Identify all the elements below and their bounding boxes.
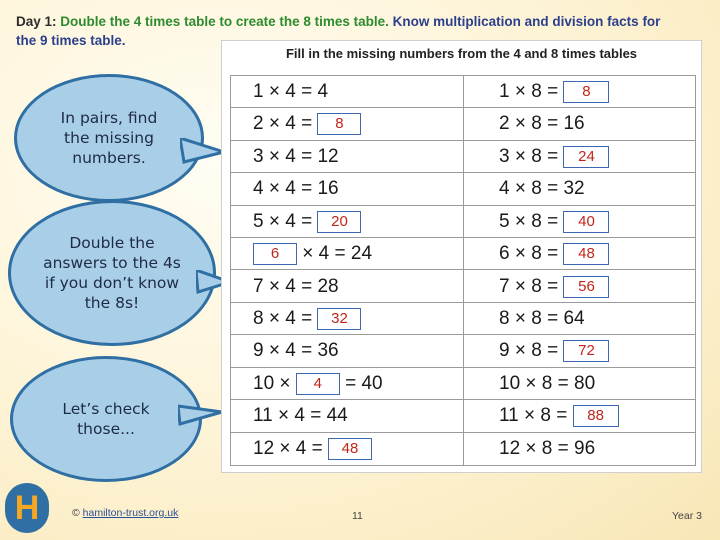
fact-8-times: [499, 243, 609, 265]
panel-title: Fill in the missing numbers from the 4 and 8 times tables: [285, 46, 638, 61]
fact-4-times: [253, 308, 361, 330]
table-row: [231, 400, 695, 432]
missing-number-box[interactable]: 88: [573, 405, 619, 427]
fact-text-start: 9 × 4 = 36: [253, 340, 339, 362]
fact-4-times: [253, 211, 361, 233]
fact-text-start: 3 × 4 = 12: [253, 145, 339, 167]
missing-number-box[interactable]: 48: [563, 243, 609, 265]
fact-text-start: 7 × 8 =: [499, 275, 564, 297]
fact-8-times: [499, 113, 585, 135]
fact-text-end: × 4 = 24: [297, 243, 373, 265]
fact-text-start: 10 ×: [253, 372, 296, 394]
fact-text-start: 2 × 8 = 16: [499, 113, 585, 135]
missing-number-box[interactable]: 56: [563, 276, 609, 298]
table-row: [231, 108, 695, 140]
fact-4-times: [253, 113, 361, 135]
fact-text-start: 10 × 8 = 80: [499, 372, 596, 394]
fact-text-start: 6 × 8 =: [499, 243, 564, 265]
missing-number-box[interactable]: 4: [296, 373, 340, 395]
missing-number-box[interactable]: 20: [317, 211, 361, 233]
table-row: [231, 238, 695, 270]
fact-text-start: 8 × 8 = 64: [499, 307, 585, 329]
table-row: [231, 303, 695, 335]
heading-day: Day 1:: [16, 14, 57, 29]
fact-text-start: 9 × 8 =: [499, 340, 564, 362]
footer-copyright: [72, 507, 178, 519]
fact-text-start: 8 × 4 =: [253, 307, 318, 329]
table-row: [231, 76, 695, 108]
table-row: [231, 433, 695, 465]
hamilton-logo: [5, 483, 49, 533]
fact-text-start: 4 × 8 = 32: [499, 178, 585, 200]
missing-number-box[interactable]: 8: [563, 81, 609, 103]
speech-bubble-double: [8, 200, 216, 346]
table-row: [231, 271, 695, 303]
fact-8-times: [499, 340, 609, 362]
fact-8-times: [499, 276, 609, 298]
missing-number-box[interactable]: 8: [317, 113, 361, 135]
fact-text-start: 12 × 4 =: [253, 437, 329, 459]
fact-text-start: 1 × 4 = 4: [253, 81, 329, 102]
page-number: 11: [352, 510, 363, 522]
fact-text-start: 1 × 8 =: [499, 81, 564, 103]
table-row: [231, 368, 695, 400]
fact-4-times: [253, 340, 339, 362]
fact-4-times: [253, 276, 339, 298]
speech-bubble-pairs: [14, 74, 204, 202]
table-row: [231, 173, 695, 205]
fact-text-start: 12 × 8 = 96: [499, 437, 596, 459]
fact-text-start: 11 × 4 = 44: [253, 405, 348, 427]
logo-letter: H: [14, 489, 40, 527]
heading-objective-blue: Know multiplication and division facts for: [392, 14, 661, 29]
fact-8-times: [499, 211, 609, 233]
fact-4-times: [253, 405, 348, 427]
fact-8-times: [499, 405, 619, 427]
fact-4-times: [253, 146, 339, 168]
bubble-text-double: Double the answers to the 4s if you don’t know the 8s!: [43, 234, 181, 312]
fact-text-start: 11 × 8 =: [499, 405, 573, 427]
bubble-tail-check: [178, 400, 226, 430]
times-table-panel: [221, 40, 702, 473]
fact-text-start: 5 × 4 =: [253, 210, 318, 232]
missing-number-box[interactable]: 6: [253, 243, 297, 265]
times-table-grid: [230, 75, 696, 466]
table-row: [231, 206, 695, 238]
bubble-text-check: Let’s check those...: [62, 400, 150, 438]
table-row: [231, 141, 695, 173]
speech-bubble-check: [10, 356, 202, 482]
heading-line2: the 9 times table.: [16, 33, 126, 48]
fact-8-times: [499, 438, 595, 460]
fact-4-times: [253, 81, 328, 103]
missing-number-box[interactable]: 48: [328, 438, 372, 460]
fact-8-times: [499, 373, 595, 395]
year-label: Year 3: [672, 510, 702, 522]
fact-4-times: [253, 438, 372, 460]
fact-8-times: [499, 146, 609, 168]
copyright-symbol: ©: [72, 507, 83, 519]
heading-objective-green: Double the 4 times table to create the 8 times table.: [60, 14, 389, 29]
bubble-text-pairs: In pairs, find the missing numbers.: [60, 109, 158, 167]
fact-text-end: = 40: [339, 372, 383, 394]
fact-8-times: [499, 81, 609, 103]
fact-text-start: 4 × 4 = 16: [253, 178, 339, 200]
fact-4-times: [253, 178, 339, 200]
missing-number-box[interactable]: 24: [563, 146, 609, 168]
fact-8-times: [499, 308, 585, 330]
fact-text-start: 3 × 8 =: [499, 145, 564, 167]
fact-4-times: [253, 243, 372, 265]
hamilton-trust-link[interactable]: hamilton-trust.org.uk: [82, 507, 179, 519]
missing-number-box[interactable]: 72: [563, 340, 609, 362]
table-row: [231, 335, 695, 367]
missing-number-box[interactable]: 40: [563, 211, 609, 233]
fact-text-start: 2 × 4 =: [253, 113, 318, 135]
fact-text-start: 7 × 4 = 28: [253, 275, 339, 297]
fact-8-times: [499, 178, 585, 200]
fact-4-times: [253, 373, 383, 395]
missing-number-box[interactable]: 32: [317, 308, 361, 330]
fact-text-start: 5 × 8 =: [499, 210, 564, 232]
